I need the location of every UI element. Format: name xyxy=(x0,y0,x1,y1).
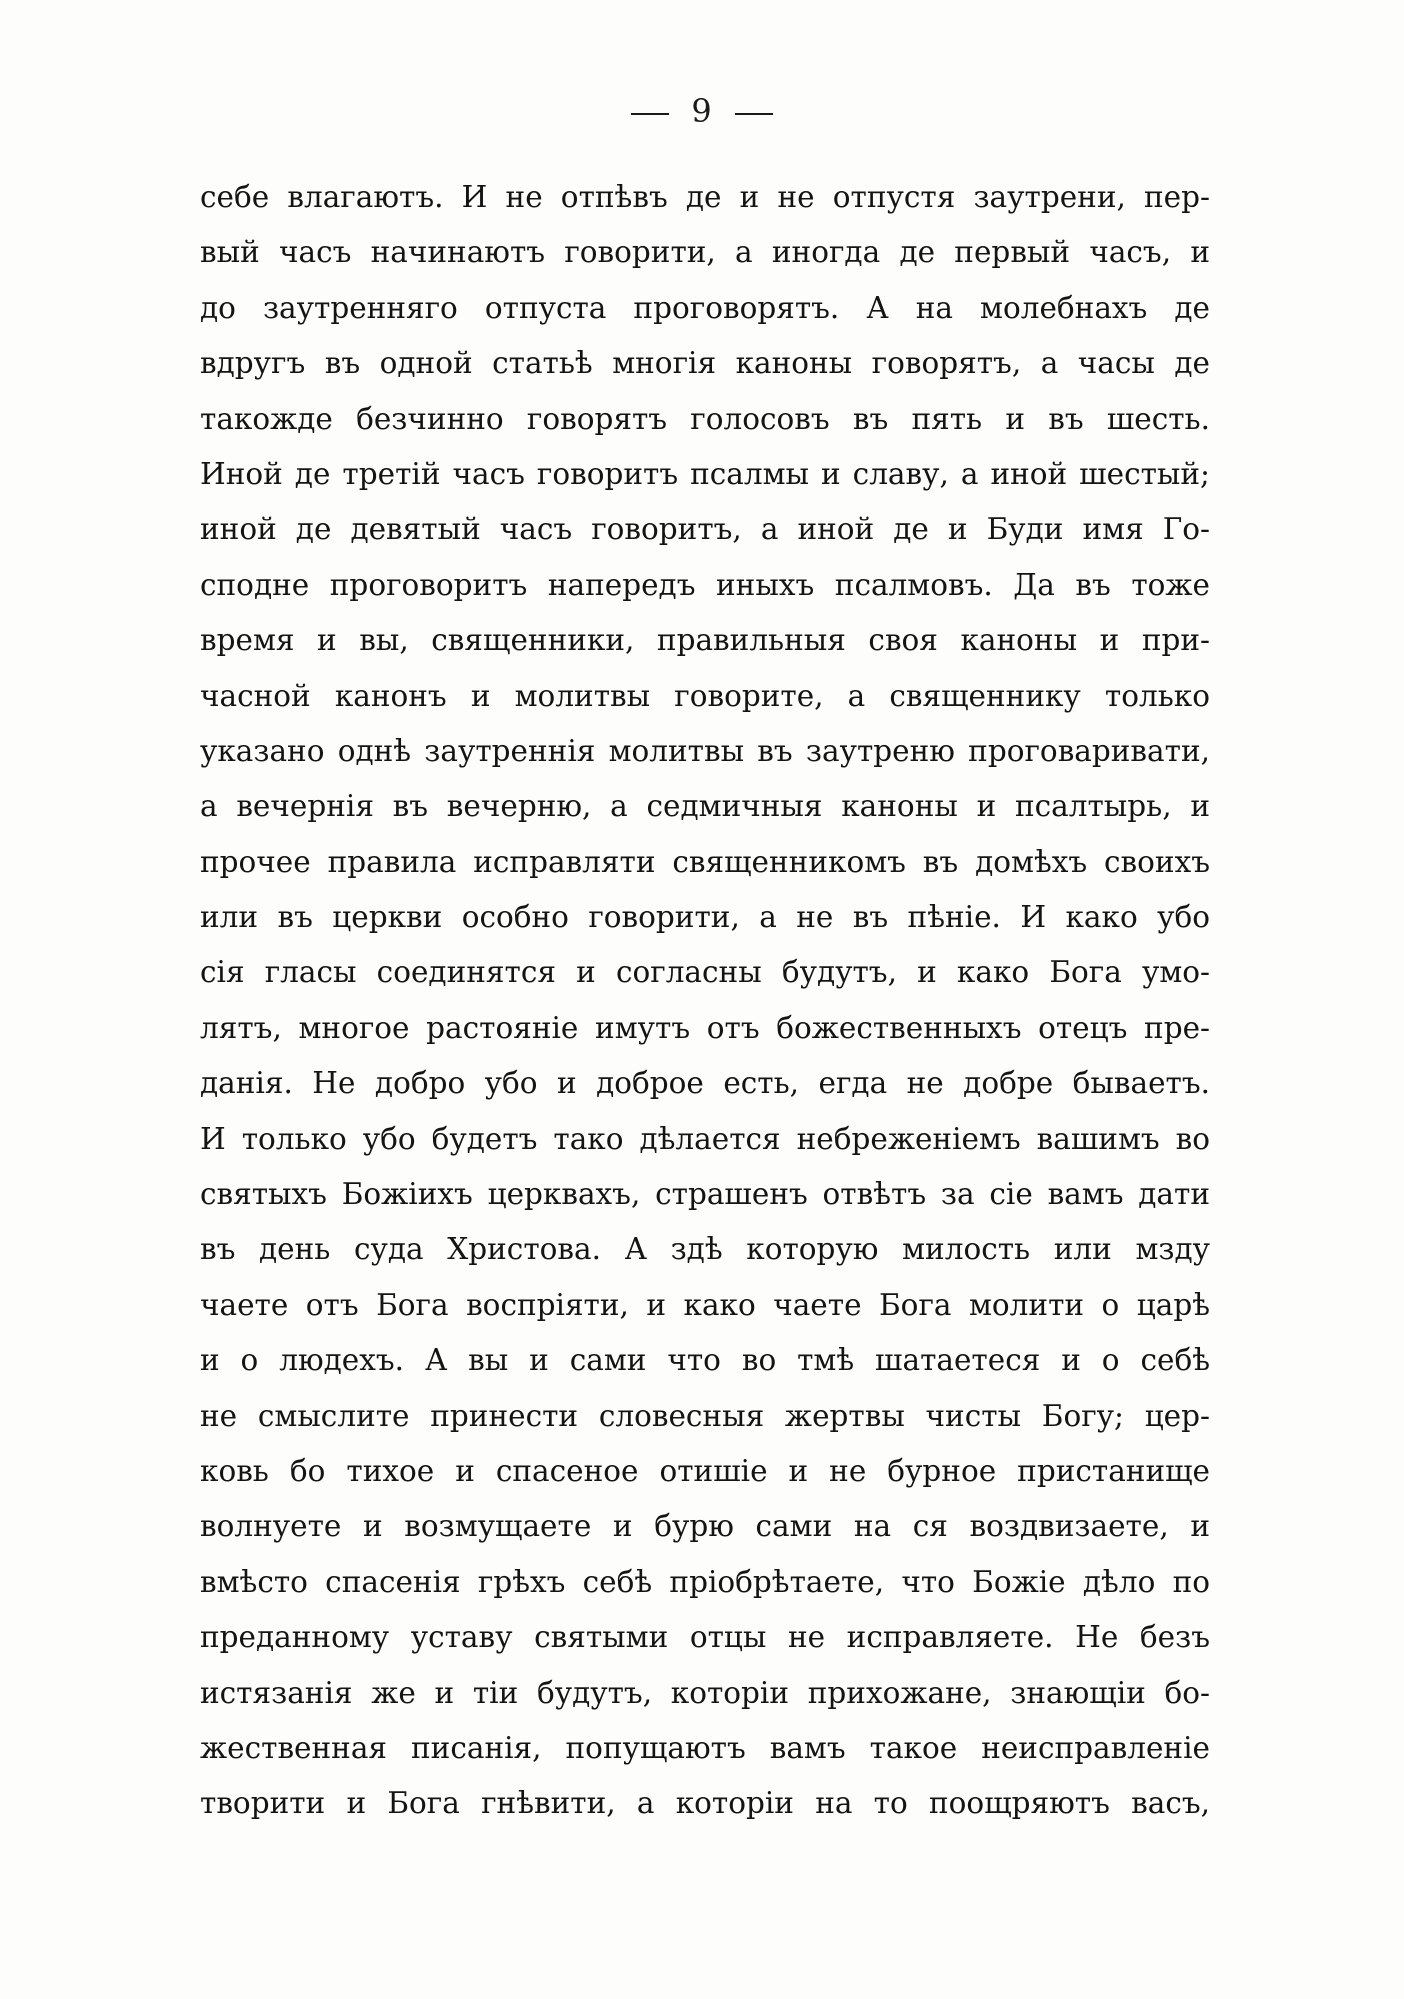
text-line: лятъ, многое растояніе имутъ отъ божественныхъ отецъ пре- xyxy=(200,1010,1210,1045)
text-line: вмѣсто спасенія грѣхъ себѣ пріобрѣтаете, что Божіе дѣло по xyxy=(200,1564,1210,1599)
page-number-header xyxy=(0,92,1404,130)
text-line: вый часъ начинаютъ говорити, а иногда де первый часъ, и xyxy=(200,235,1210,270)
text-line: прочее правила исправляти священникомъ въ домѣхъ своихъ xyxy=(200,844,1210,879)
text-line: ковь бо тихое и спасеное отишіе и не бурное пристанище xyxy=(200,1453,1210,1488)
text-line: а вечернія въ вечерню, а седмичныя каноны и псалтырь, и xyxy=(200,789,1210,824)
text-line: жественная писанія, попущаютъ вамъ такое неисправленіе xyxy=(200,1730,1210,1765)
text-line: сподне проговоритъ напередъ иныхъ псалмовъ. Да въ тоже xyxy=(200,567,1210,602)
text-line: себе влагаютъ. И не отпѣвъ де и не отпустя заутрени, пер- xyxy=(200,180,1210,214)
text-line: данія. Не добро убо и доброе есть, егда не добре бываетъ. xyxy=(200,1066,1210,1101)
text-line: въ день суда Христова. А здѣ которую милость или мзду xyxy=(200,1232,1210,1267)
text-line: не смыслите принести словесныя жертвы чисты Богу; цер- xyxy=(200,1398,1210,1433)
text-line: до заутренняго отпуста проговорятъ. А на молебнахъ де xyxy=(200,290,1210,325)
text-line: истязанія же и тіи будутъ, которіи прихожане, знающіи бо- xyxy=(200,1675,1210,1710)
text-line: чаете отъ Бога воспріяти, и како чаете Бога молити о царѣ xyxy=(200,1287,1210,1322)
text-line: волнуете и возмущаете и бурю сами на ся воздвизаете, и xyxy=(200,1509,1210,1544)
text-line: творити и Бога гнѣвити, а которіи на то поощряютъ васъ, xyxy=(200,1786,1210,1821)
text-line: святыхъ Божіихъ церквахъ, страшенъ отвѣтъ за сіе вамъ дати xyxy=(200,1177,1210,1212)
right-dash xyxy=(735,113,773,115)
text-line: иной де девятый часъ говоритъ, а иной де и Буди имя Го- xyxy=(200,512,1210,547)
text-line: указано однѣ заутреннія молитвы въ заутреню проговаривати, xyxy=(200,733,1210,768)
left-dash xyxy=(631,113,669,115)
page-number: 9 xyxy=(691,92,713,130)
text-line: И только убо будетъ тако дѣлается небреженіемъ вашимъ во xyxy=(200,1121,1210,1156)
body-text xyxy=(200,170,1210,1832)
text-line: Иной де третій часъ говоритъ псалмы и славу, а иной шестый; xyxy=(200,456,1210,491)
text-line: или въ церкви особно говорити, а не въ пѣніе. И како убо xyxy=(200,900,1210,935)
text-line: и о людехъ. А вы и сами что во тмѣ шатаетеся и о себѣ xyxy=(200,1343,1210,1378)
text-line: время и вы, священники, правильныя своя каноны и при- xyxy=(200,623,1210,658)
text-line: вдругъ въ одной статьѣ многія каноны говорятъ, а часы де xyxy=(200,346,1210,381)
text-line: часной канонъ и молитвы говорите, а священнику только xyxy=(200,678,1210,713)
text-line: сія гласы соединятся и согласны будутъ, и како Бога умо- xyxy=(200,955,1210,990)
text-line: преданному уставу святыми отцы не исправляете. Не безъ xyxy=(200,1620,1210,1655)
text-line: такожде безчинно говорятъ голосовъ въ пять и въ шесть. xyxy=(200,401,1210,436)
